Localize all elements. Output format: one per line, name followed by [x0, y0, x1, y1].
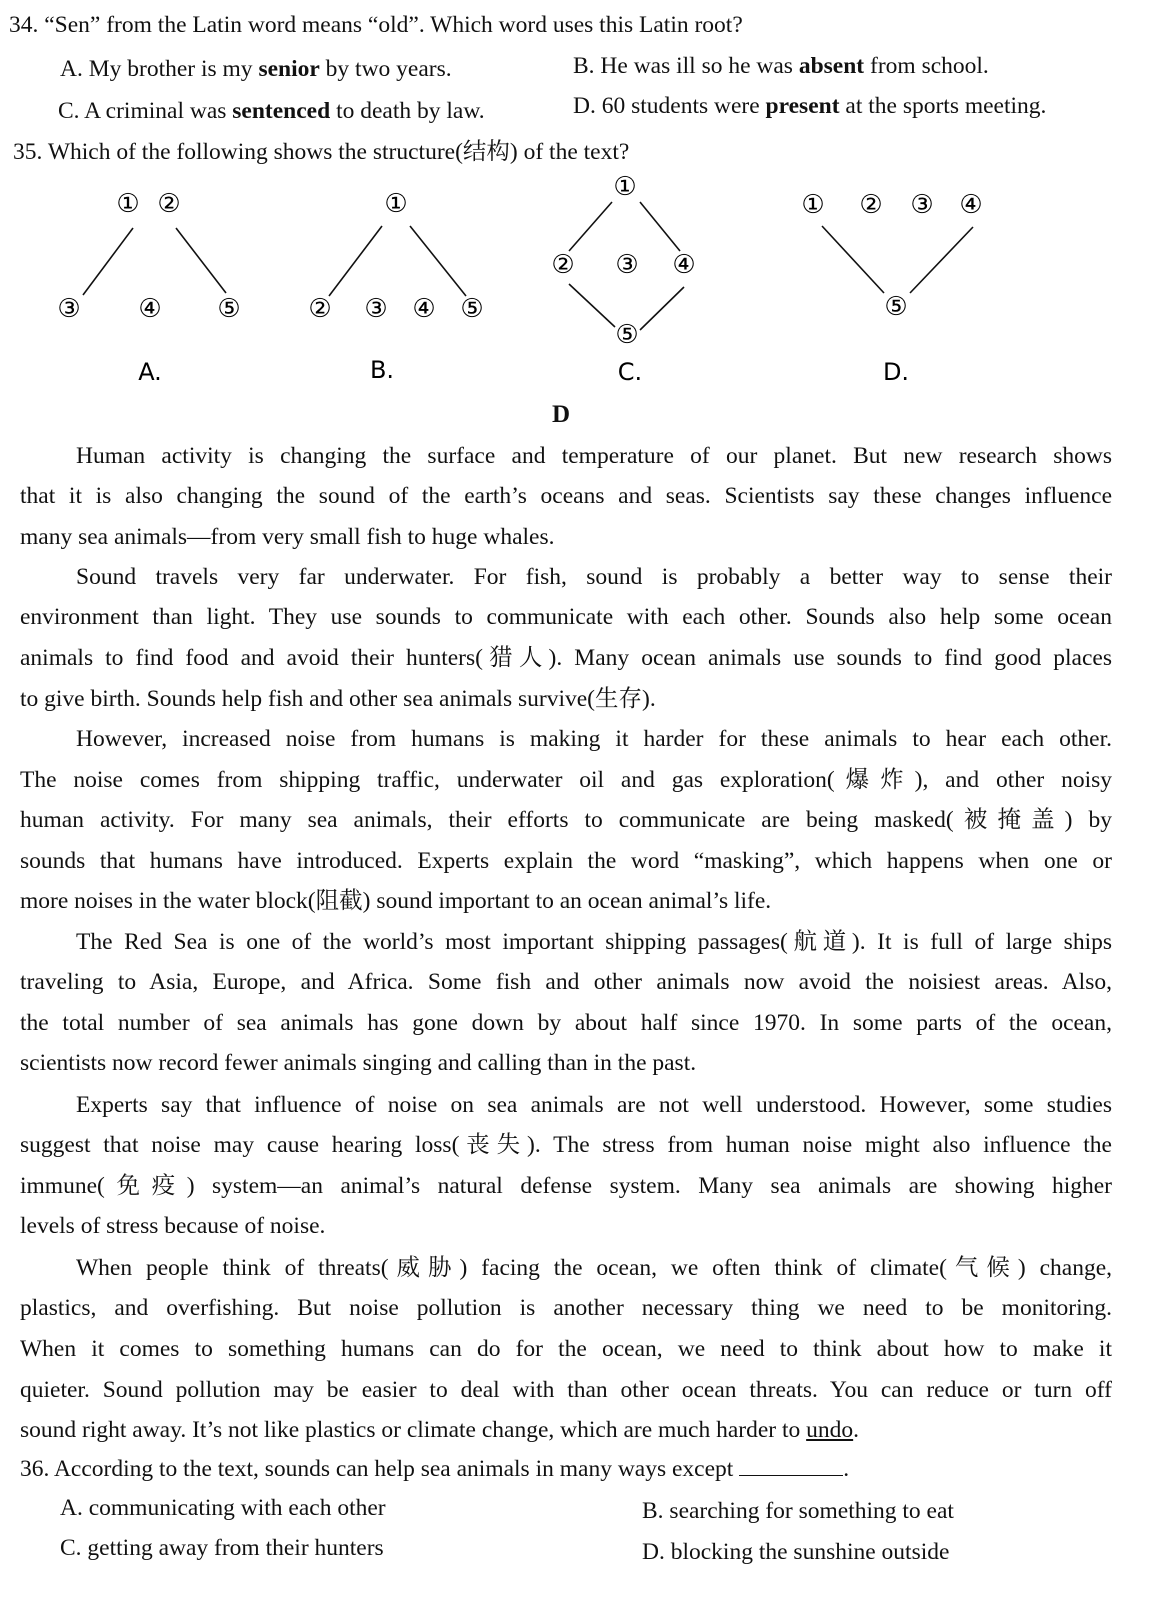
diagram-d-node-2: ② [859, 190, 883, 220]
passage-line: sounds that humans have introduced. Experts explain the word “masking”, which happens when one or [20, 848, 1112, 874]
passage-line: Sound travels very far underwater. For fish, sound is probably a better way to sense their [76, 564, 1112, 590]
diagram-b-node-4: ④ [412, 294, 436, 324]
q36-option-a[interactable]: A. communicating with each other [60, 1495, 386, 1521]
diagram-b-edge-1-5 [410, 226, 466, 296]
diagram-d-edge-1-5 [822, 226, 884, 293]
passage-line: plastics, and overfishing. But noise pollution is another necessary thing we need to be monitoring. [20, 1295, 1112, 1321]
q34-option-c[interactable]: C. A criminal was sentenced to death by law. [58, 98, 485, 124]
passage-line: environment than light. They use sounds to communicate with each other. Sounds also help some ocean [20, 604, 1112, 630]
diagram-a[interactable] [57, 189, 240, 386]
passage-line: Experts say that influence of noise on sea animals are not well understood. However, some studies [76, 1092, 1112, 1118]
diagram-d-node-3: ③ [910, 190, 934, 220]
passage-line: immune(免疫) system—an animal’s natural defense system. Many sea animals are showing higher [20, 1173, 1112, 1199]
diagram-b-node-3: ③ [364, 294, 388, 324]
q35-stem: 35. Which of the following shows the structure(结构) of the text? [13, 139, 630, 165]
diagram-c-edge-1-2 [569, 202, 612, 251]
passage-line: the total number of sea animals has gone down by about half since 1970. In some parts of the ocean, [20, 1010, 1112, 1036]
diagram-c-node-1: ① [613, 172, 637, 202]
diagram-c-node-3: ③ [615, 250, 639, 280]
passage-line: However, increased noise from humans is making it harder for these animals to hear each other. [76, 726, 1112, 752]
diagram-a-node-2: ② [157, 189, 181, 219]
diagram-d-edge-4-5 [910, 227, 973, 293]
passage-line: many sea animals—from very small fish to huge whales. [20, 524, 555, 550]
passage-line: scientists now record fewer animals singing and calling than in the past. [20, 1050, 697, 1076]
passage-line-final: sound right away. It’s not like plastics or climate change, which are much harder to undo. [20, 1417, 860, 1443]
passage-line: Human activity is changing the surface and temperature of our planet. But new research shows [76, 443, 1112, 469]
passage-line: levels of stress because of noise. [20, 1213, 326, 1239]
passage-line: animals to find food and avoid their hunters(猎人). Many ocean animals use sounds to find good places [20, 645, 1112, 671]
passage-line: to give birth. Sounds help fish and other sea animals survive(生存). [20, 686, 656, 712]
diagram-c-node-4: ④ [672, 250, 696, 280]
diagram-d-node-5: ⑤ [884, 292, 908, 322]
q36-option-b[interactable]: B. searching for something to eat [642, 1498, 954, 1524]
q36-option-c[interactable]: C. getting away from their hunters [60, 1535, 384, 1561]
q34-option-a[interactable]: A. My brother is my senior by two years. [60, 56, 452, 82]
q34-option-d[interactable]: D. 60 students were present at the sports meeting. [573, 93, 1047, 119]
diagram-a-node-5: ⑤ [217, 294, 241, 324]
diagram-b-node-1: ① [384, 189, 408, 219]
underlined-word: undo [806, 1417, 854, 1443]
diagram-b-label: B. [369, 356, 395, 384]
structure-diagrams [0, 165, 1162, 400]
q36-stem: 36. According to the text, sounds can help sea animals in many ways except . [20, 1456, 850, 1482]
diagram-c-edge-2-5 [569, 284, 615, 327]
passage-line: When it comes to something humans can do for the ocean, we need to think about how to make it [20, 1336, 1112, 1362]
passage-line: traveling to Asia, Europe, and Africa. Some fish and other animals now avoid the noisiest areas. Also, [20, 969, 1112, 995]
diagram-a-edge-1-3 [83, 228, 133, 295]
diagram-c-node-5: ⑤ [615, 320, 639, 350]
diagram-c-label: C. [617, 358, 643, 386]
diagram-a-edge-2-5 [176, 228, 226, 293]
diagram-b-node-5: ⑤ [460, 294, 484, 324]
answer-blank[interactable] [739, 1457, 843, 1476]
diagram-d[interactable] [801, 190, 982, 386]
diagram-c-node-2: ② [551, 250, 575, 280]
diagram-a-node-4: ④ [138, 294, 162, 324]
passage-line: quieter. Sound pollution may be easier to deal with than other ocean threats. You can reduce or turn off [20, 1377, 1112, 1403]
diagram-a-node-1: ① [116, 189, 140, 219]
diagram-b[interactable] [308, 189, 483, 384]
diagram-c-edge-1-4 [640, 202, 680, 251]
diagram-d-node-1: ① [801, 190, 825, 220]
diagram-c[interactable] [551, 172, 695, 386]
diagram-d-node-4: ④ [959, 190, 983, 220]
passage-line: that it is also changing the sound of the earth’s oceans and seas. Scientists say these changes influence [20, 483, 1112, 509]
passage-line: When people think of threats(威胁) facing the ocean, we often think of climate(气候) change, [76, 1255, 1112, 1281]
passage-line: human activity. For many sea animals, their efforts to communicate are being masked(被掩盖) by [20, 807, 1112, 833]
q34-stem: 34. “Sen” from the Latin word means “old”. Which word uses this Latin root? [9, 12, 743, 38]
diagram-b-edge-1-2 [329, 226, 382, 296]
diagram-a-label: A. [138, 358, 162, 386]
passage-line: suggest that noise may cause hearing loss(丧失). The stress from human noise might also influence the [20, 1132, 1112, 1158]
q36-option-d[interactable]: D. blocking the sunshine outside [642, 1539, 950, 1565]
q34-option-b[interactable]: B. He was ill so he was absent from school. [573, 53, 989, 79]
passage-line: The noise comes from shipping traffic, underwater oil and gas exploration(爆炸), and other noisy [20, 767, 1112, 793]
diagram-c-edge-4-5 [640, 287, 684, 330]
diagram-d-label: D. [882, 358, 910, 386]
diagram-a-node-3: ③ [57, 294, 81, 324]
diagram-b-node-2: ② [308, 294, 332, 324]
passage-line: more noises in the water block(阻截) sound important to an ocean animal’s life. [20, 888, 772, 914]
section-title: D [552, 401, 571, 428]
passage-line: The Red Sea is one of the world’s most important shipping passages(航道). It is full of large ships [76, 929, 1112, 955]
